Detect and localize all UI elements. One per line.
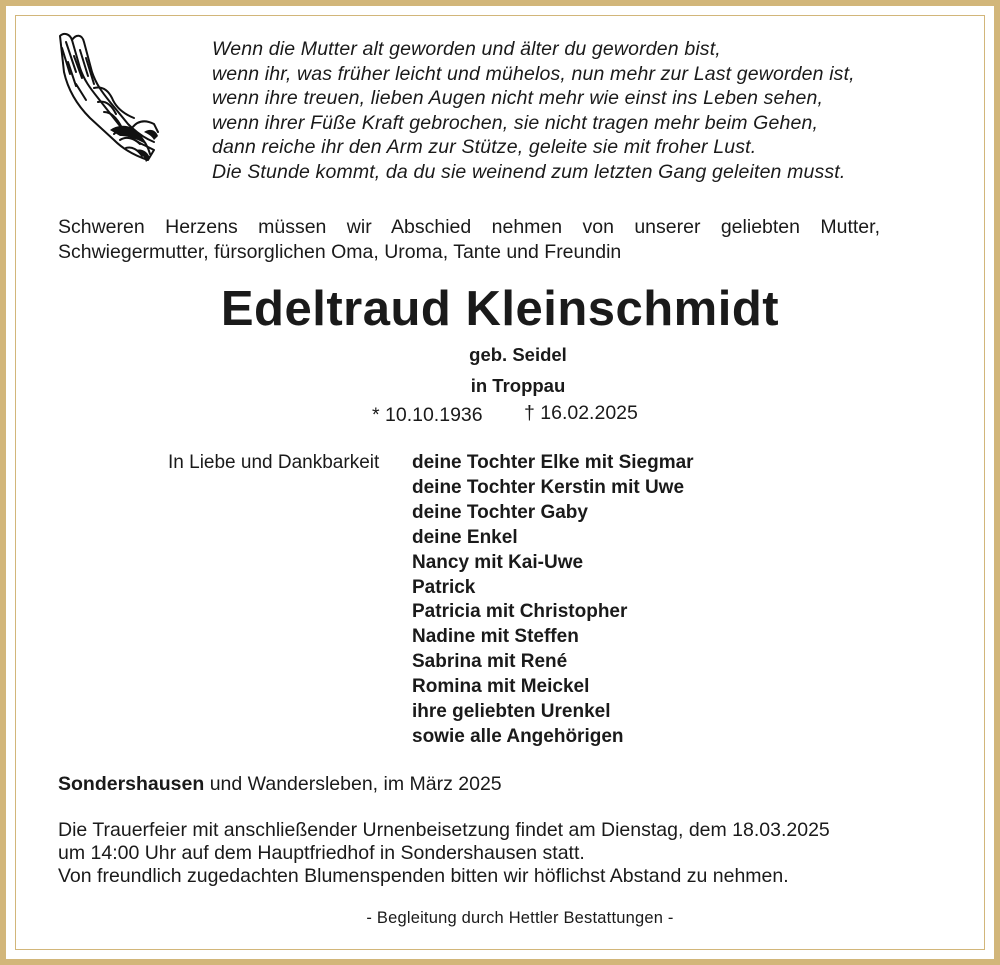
mourner-name: ihre geliebten Urenkel bbox=[412, 701, 611, 723]
ceremony-info bbox=[58, 819, 830, 889]
mourner-name: sowie alle Angehörigen bbox=[412, 725, 624, 747]
ceremony-line: Die Trauerfeier mit anschließender Urnenbeisetzung findet am Dienstag, dem 18.03.2025 bbox=[58, 819, 830, 841]
poem-line: wenn ihr, was früher leicht und mühelos, nun mehr zur Last geworden ist, bbox=[212, 62, 855, 85]
mourners-list bbox=[412, 451, 694, 750]
intro-line: Schwiegermutter, fürsorglichen Oma, Uroma, Tante und Freundin bbox=[58, 241, 622, 263]
place-date-line bbox=[58, 773, 502, 796]
mourner-name: Sabrina mit René bbox=[412, 651, 568, 673]
mourners-label: In Liebe und Dankbarkeit bbox=[168, 452, 380, 473]
poem-line: dann reiche ihr den Arm zur Stütze, geleite sie mit froher Lust. bbox=[212, 136, 757, 159]
mourner-name: deine Enkel bbox=[412, 526, 518, 548]
place-city: Sondershausen bbox=[58, 773, 205, 795]
place-rest: und Wandersleben, im März 2025 bbox=[204, 773, 502, 795]
intro-line: Schweren Herzens müssen wir Abschied nehmen von unserer geliebten Mutter, bbox=[58, 216, 880, 238]
birth-name: geb. Seidel bbox=[469, 344, 567, 365]
mourner-name: deine Tochter Kerstin mit Uwe bbox=[412, 476, 685, 498]
mourner-name: Romina mit Meickel bbox=[412, 676, 590, 698]
birth-place: in Troppau bbox=[470, 375, 566, 396]
mourner-name: deine Tochter Elke mit Siegmar bbox=[412, 452, 694, 473]
undertaker-credit: - Begleitung durch Hettler Bestattungen - bbox=[366, 909, 674, 927]
ceremony-line: um 14:00 Uhr auf dem Hauptfriedhof in Sondershausen statt. bbox=[58, 842, 585, 865]
deceased-name: Edeltraud Kleinschmidt bbox=[220, 282, 780, 336]
mourner-name: Patrick bbox=[412, 576, 476, 598]
mourner-name: Nadine mit Steffen bbox=[412, 626, 579, 648]
poem-line: Wenn die Mutter alt geworden und älter du geworden bist, bbox=[212, 38, 721, 60]
mourner-name: Nancy mit Kai-Uwe bbox=[412, 551, 584, 573]
ceremony-line: Von freundlich zugedachten Blumenspenden bitten wir höflichst Abstand zu nehmen. bbox=[58, 865, 789, 888]
death-date: † 16.02.2025 bbox=[524, 402, 638, 424]
praying-hands-icon bbox=[50, 28, 160, 168]
mourner-name: Patricia mit Christopher bbox=[412, 601, 628, 623]
intro-text bbox=[58, 215, 880, 265]
mourner-name: deine Tochter Gaby bbox=[412, 501, 588, 523]
birth-date: * 10.10.1936 bbox=[372, 404, 483, 426]
poem-line: wenn ihrer Füße Kraft gebrochen, sie nicht tragen mehr beim Gehen, bbox=[212, 111, 819, 134]
poem-line: wenn ihre treuen, lieben Augen nicht mehr wie einst ins Leben sehen, bbox=[212, 87, 824, 110]
poem-line: Die Stunde kommt, da du sie weinend zum letzten Gang geleiten musst. bbox=[212, 160, 846, 183]
poem bbox=[212, 37, 855, 185]
